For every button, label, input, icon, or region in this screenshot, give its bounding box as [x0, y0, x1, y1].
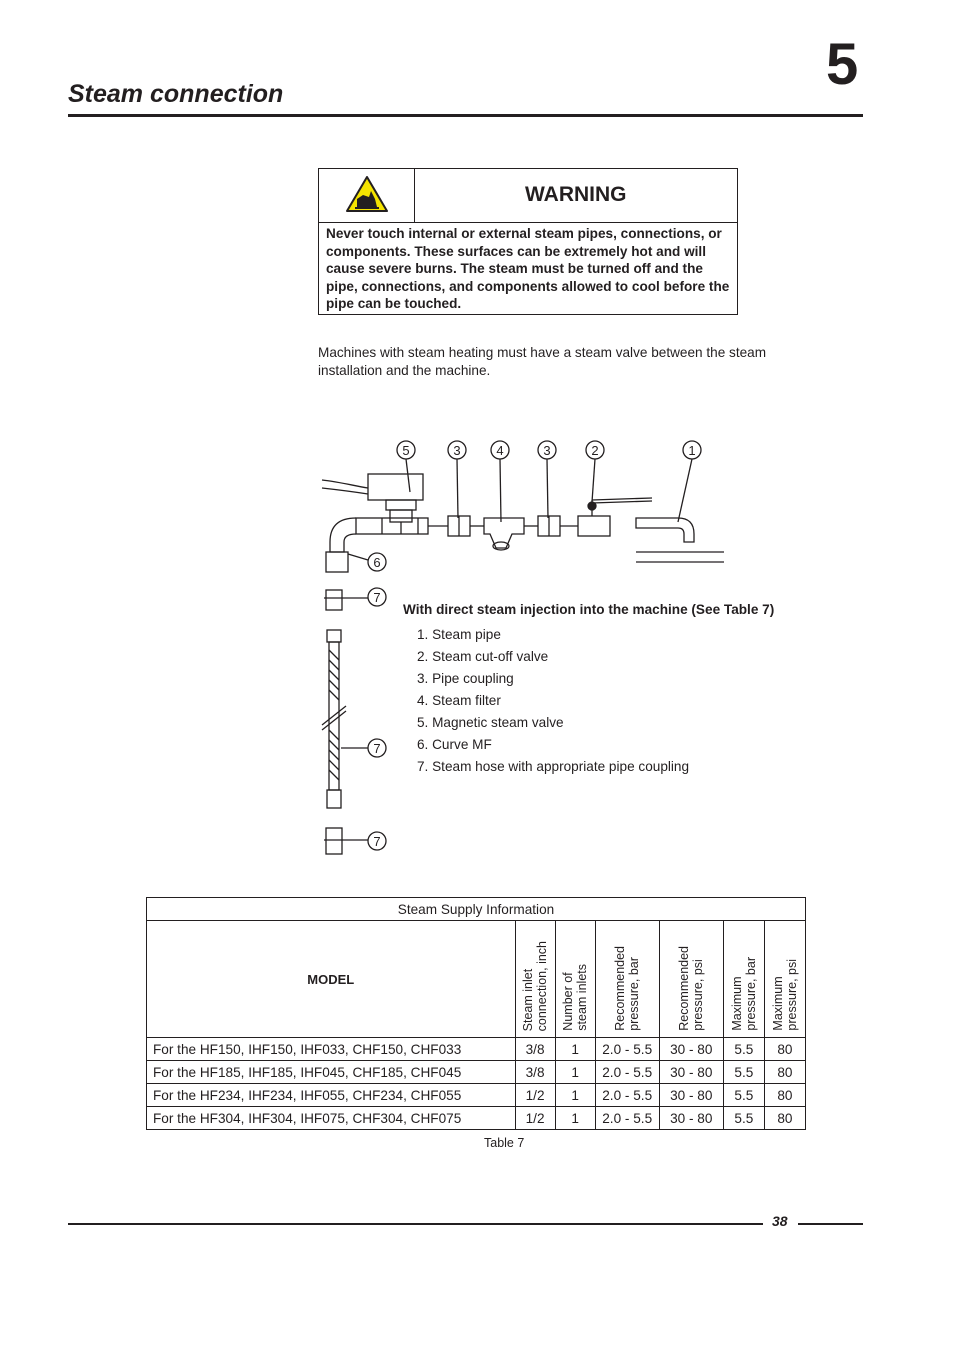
column-header — [555, 921, 595, 1038]
column-header — [764, 921, 805, 1038]
callout-1 — [678, 441, 701, 522]
chapter-number: 5 — [826, 32, 859, 97]
column-header — [515, 921, 555, 1038]
column-header — [595, 921, 659, 1038]
column-header-label: Maximum pressure, bar — [729, 957, 758, 1031]
table-cell: 5.5 — [723, 1038, 764, 1061]
table-cell: 2.0 - 5.5 — [595, 1038, 659, 1061]
table-cell: 1/2 — [515, 1084, 555, 1107]
steam-hose — [322, 590, 346, 854]
table-row — [147, 1061, 806, 1084]
model-header: MODEL — [147, 921, 516, 1038]
callout-5 — [397, 441, 415, 492]
table-cell: 3/8 — [515, 1061, 555, 1084]
table-cell: 30 - 80 — [659, 1084, 723, 1107]
table-cell: For the HF234, IHF234, IHF055, CHF234, CHF055 — [147, 1084, 516, 1107]
table-cell: 1 — [555, 1038, 595, 1061]
table-cell: 2.0 - 5.5 — [595, 1061, 659, 1084]
table-cell: 2.0 - 5.5 — [595, 1084, 659, 1107]
legend-item: 4. Steam filter — [417, 693, 501, 708]
svg-text:2: 2 — [591, 443, 599, 458]
table-cell: 80 — [764, 1107, 805, 1130]
legend-item: 7. Steam hose with appropriate pipe coupling — [417, 759, 690, 774]
table-cell: 1 — [555, 1061, 595, 1084]
table-cell: 30 - 80 — [659, 1061, 723, 1084]
diagram-legend-title: With direct steam injection into the machine (See Table 7) — [403, 602, 775, 617]
warning-heading: WARNING — [525, 183, 627, 206]
legend-item: 3. Pipe coupling — [417, 671, 514, 686]
svg-text:5: 5 — [402, 443, 410, 458]
diagram-legend — [417, 624, 689, 778]
column-header-label: Recommended pressure, bar — [613, 946, 642, 1031]
svg-text:7: 7 — [373, 590, 381, 605]
column-header-label: Steam inlet connection, inch — [521, 940, 550, 1031]
table-cell: For the HF150, IHF150, IHF033, CHF150, CHF033 — [147, 1038, 516, 1061]
page-title: Steam connection — [68, 80, 284, 108]
hot-surface-warning-icon — [319, 169, 414, 222]
svg-text:6: 6 — [373, 555, 381, 570]
warning-icon-cell — [319, 169, 415, 223]
table-caption: Table 7 — [484, 1136, 525, 1150]
footer-divider-left — [68, 1223, 763, 1225]
callout-7a — [344, 588, 386, 606]
legend-item: 2. Steam cut-off valve — [417, 649, 549, 664]
callout-7c — [344, 832, 386, 850]
table-cell: 80 — [764, 1038, 805, 1061]
warning-text: Never touch internal or external steam pipes, connections, or components. These surfaces can be extremely hot and will cause severe burns. The steam must be turned off and the pipe, connections, and components allowed to cool before the pipe can be touched. — [326, 226, 730, 311]
table-cell: 80 — [764, 1061, 805, 1084]
column-header-label: Recommended pressure, psi — [677, 946, 706, 1031]
svg-text:3: 3 — [543, 443, 551, 458]
callout-7b — [341, 739, 386, 757]
curve-mf — [326, 518, 356, 572]
steam-pipe — [636, 518, 724, 562]
callout-6 — [348, 553, 386, 571]
table-cell: 1 — [555, 1107, 595, 1130]
svg-text:7: 7 — [373, 834, 381, 849]
table-row — [147, 1107, 806, 1130]
callout-3b — [538, 441, 556, 518]
table-cell: 3/8 — [515, 1038, 555, 1061]
callout-3a — [448, 441, 466, 518]
callout-2 — [586, 441, 604, 502]
page-number: 38 — [772, 1213, 788, 1229]
warning-box — [318, 168, 738, 315]
table-cell: 30 - 80 — [659, 1038, 723, 1061]
table-cell: 5.5 — [723, 1061, 764, 1084]
svg-text:3: 3 — [453, 443, 461, 458]
header-divider — [68, 114, 863, 117]
legend-item: 1. Steam pipe — [417, 627, 501, 642]
table-cell: 30 - 80 — [659, 1107, 723, 1130]
svg-text:1: 1 — [688, 443, 696, 458]
table-cell: 5.5 — [723, 1084, 764, 1107]
table-row — [147, 1038, 806, 1061]
svg-text:4: 4 — [496, 443, 504, 458]
warning-heading-cell — [415, 169, 737, 223]
steam-supply-table — [146, 897, 806, 1130]
table-cell: 2.0 - 5.5 — [595, 1107, 659, 1130]
table-row — [147, 1084, 806, 1107]
table-cell: 80 — [764, 1084, 805, 1107]
svg-text:7: 7 — [373, 741, 381, 756]
legend-item: 6. Curve MF — [417, 737, 492, 752]
legend-item: 5. Magnetic steam valve — [417, 715, 564, 730]
table-cell: 1 — [555, 1084, 595, 1107]
column-header-label: Number of steam inlets — [561, 964, 590, 1031]
column-header-label: Maximum pressure, psi — [770, 959, 799, 1031]
column-header — [659, 921, 723, 1038]
magnetic-steam-valve — [322, 474, 423, 534]
table-cell: For the HF304, IHF304, IHF075, CHF304, CHF075 — [147, 1107, 516, 1130]
table-cell: 5.5 — [723, 1107, 764, 1130]
table-title: Steam Supply Information — [147, 898, 806, 921]
column-header — [723, 921, 764, 1038]
table-cell: 1/2 — [515, 1107, 555, 1130]
table-cell: For the HF185, IHF185, IHF045, CHF185, CHF045 — [147, 1061, 516, 1084]
intro-paragraph: Machines with steam heating must have a steam valve between the steam installation and the machine. — [318, 345, 767, 378]
callout-4 — [491, 441, 509, 522]
footer-divider-right — [798, 1223, 863, 1225]
